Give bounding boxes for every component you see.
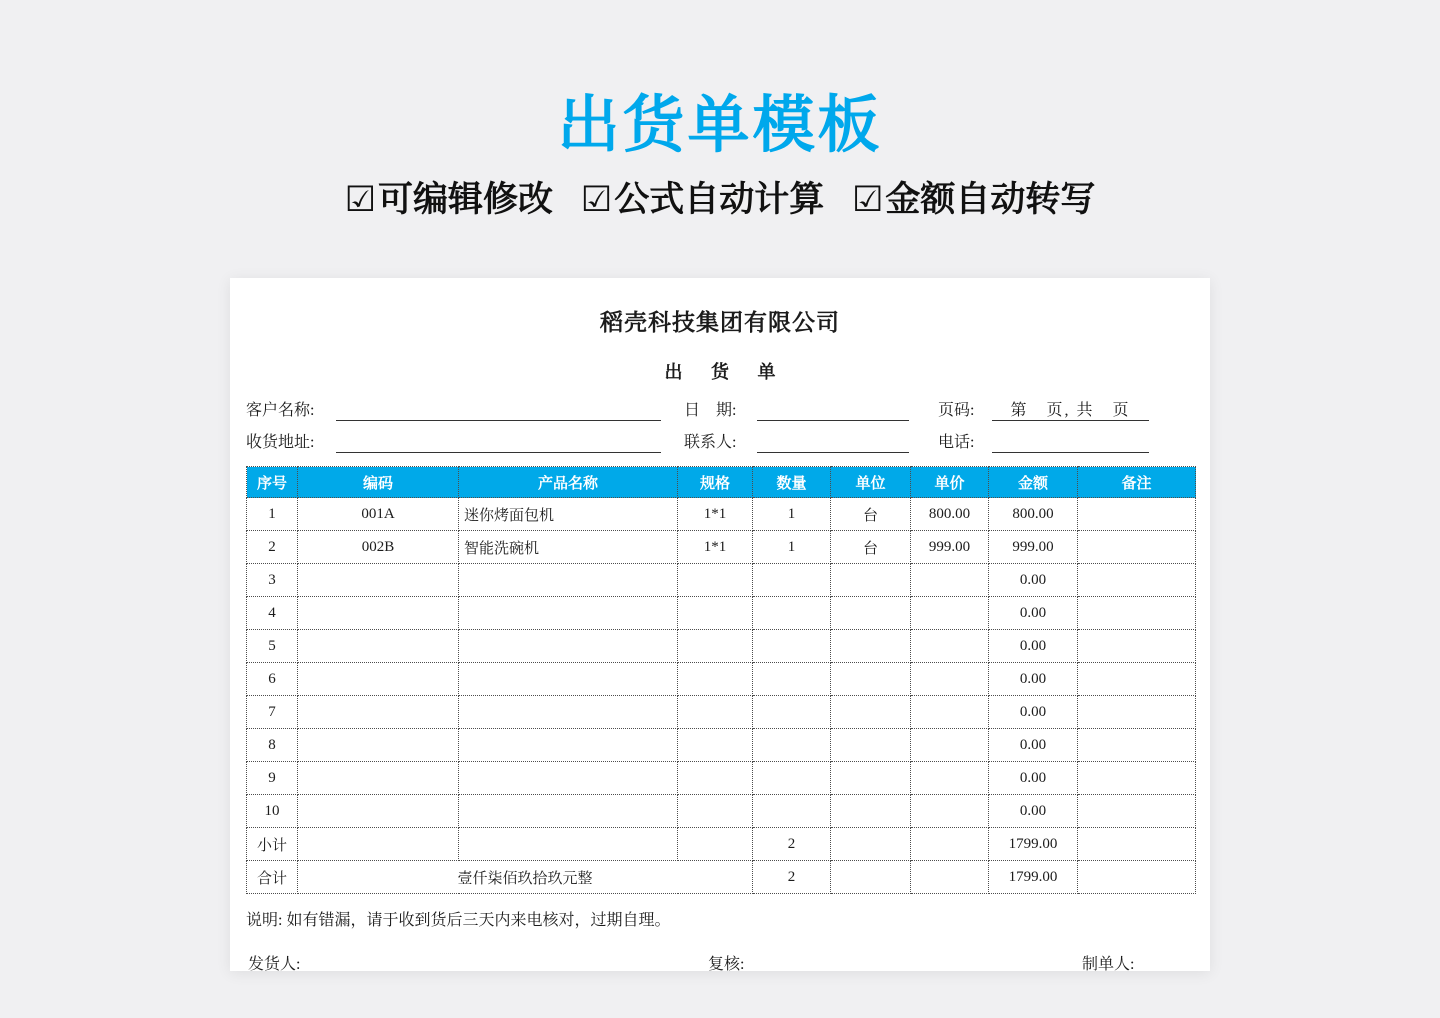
table-cell: 台 [831, 531, 911, 564]
table-cell [831, 564, 911, 597]
table-cell [298, 828, 459, 861]
table-cell: 3 [247, 564, 298, 597]
reviewer-label: 复核: [708, 956, 745, 974]
table-cell [298, 663, 459, 696]
fields-row-1 [246, 401, 1194, 421]
checkbox-checked-icon: ☑ [851, 180, 884, 220]
table-cell [753, 564, 831, 597]
table-cell [911, 564, 989, 597]
table-cell: 800.00 [989, 498, 1078, 531]
table-cell [298, 696, 459, 729]
subtotal-label: 小计 [247, 828, 298, 861]
table-cell [1078, 762, 1196, 795]
table-cell: 999.00 [911, 531, 989, 564]
table-cell: 0.00 [989, 663, 1078, 696]
table-cell [459, 729, 678, 762]
page-number-label: 页码: [938, 402, 975, 420]
table-cell: 9 [247, 762, 298, 795]
document-card [230, 278, 1210, 974]
table-cell: 5 [247, 630, 298, 663]
table-cell [678, 795, 753, 828]
shipper-label: 发货人: [248, 956, 301, 974]
table-cell [459, 597, 678, 630]
table-cell [678, 762, 753, 795]
table-cell: 002B [298, 531, 459, 564]
table-cell: 4 [247, 597, 298, 630]
page-number-field: 第 页, 共 页 [992, 401, 1149, 421]
table-cell [1078, 630, 1196, 663]
table-cell [911, 795, 989, 828]
col-header-qty: 数量 [753, 467, 831, 498]
table-cell [298, 564, 459, 597]
table-cell [753, 795, 831, 828]
feature-label: 金额自动转写 [885, 180, 1096, 220]
table-cell [678, 564, 753, 597]
table-cell [1078, 795, 1196, 828]
table-cell [911, 663, 989, 696]
page-subtitle [0, 172, 1440, 222]
table-cell [459, 564, 678, 597]
table-cell [911, 696, 989, 729]
table-cell: 800.00 [911, 498, 989, 531]
table-cell [753, 696, 831, 729]
table-row [247, 762, 1196, 795]
table-cell [753, 663, 831, 696]
table-cell: 0.00 [989, 795, 1078, 828]
table-cell [459, 696, 678, 729]
table-cell [1078, 828, 1196, 861]
table-cell [1078, 861, 1196, 894]
address-label: 收货地址: [246, 434, 315, 452]
table-cell [298, 630, 459, 663]
table-cell [298, 729, 459, 762]
table-cell: 2 [247, 531, 298, 564]
col-header-amount: 金额 [989, 467, 1078, 498]
table-cell: 0.00 [989, 762, 1078, 795]
feature-editable [345, 180, 553, 219]
table-cell [831, 828, 911, 861]
table-cell [1078, 597, 1196, 630]
table-cell [831, 762, 911, 795]
table-cell [298, 795, 459, 828]
table-cell [459, 762, 678, 795]
table-cell [1078, 498, 1196, 531]
phone-field [992, 433, 1149, 453]
feature-autoconvert [852, 180, 1095, 219]
table-cell [753, 729, 831, 762]
table-cell [678, 597, 753, 630]
table-row [247, 696, 1196, 729]
table-cell: 0.00 [989, 564, 1078, 597]
table-cell [753, 630, 831, 663]
table-cell: 台 [831, 498, 911, 531]
table-cell [459, 828, 678, 861]
shipping-items-table [246, 466, 1196, 894]
col-header-code: 编码 [298, 467, 459, 498]
table-row [247, 729, 1196, 762]
table-cell [459, 663, 678, 696]
feature-label: 公式自动计算 [614, 180, 825, 220]
table-cell [1078, 531, 1196, 564]
table-cell: 8 [247, 729, 298, 762]
table-cell [831, 663, 911, 696]
table-row [247, 795, 1196, 828]
table-cell [911, 828, 989, 861]
table-cell: 1 [753, 498, 831, 531]
col-header-price: 单价 [911, 467, 989, 498]
table-row [247, 564, 1196, 597]
form-title: 出 货 单 [664, 362, 788, 383]
table-cell [459, 795, 678, 828]
table-cell: 0.00 [989, 696, 1078, 729]
table-row [247, 663, 1196, 696]
col-header-spec: 规格 [678, 467, 753, 498]
table-row [247, 531, 1196, 564]
table-cell [911, 729, 989, 762]
table-cell: 6 [247, 663, 298, 696]
col-header-unit: 单位 [831, 467, 911, 498]
table-cell: 1 [247, 498, 298, 531]
table-cell [831, 861, 911, 894]
table-cell: 001A [298, 498, 459, 531]
table-cell [911, 861, 989, 894]
table-cell [298, 762, 459, 795]
table-cell: 7 [247, 696, 298, 729]
note-text: 说明: 如有错漏，请于收到货后三天内来电核对，过期自理。 [246, 912, 671, 930]
table-row [247, 630, 1196, 663]
table-cell: 0.00 [989, 597, 1078, 630]
table-cell [911, 597, 989, 630]
phone-label: 电话: [938, 434, 975, 452]
table-row [247, 498, 1196, 531]
feature-autocalc [581, 180, 824, 219]
subtotal-qty: 2 [753, 828, 831, 861]
table-cell [678, 696, 753, 729]
table-row [247, 597, 1196, 630]
total-label: 合计 [247, 861, 298, 894]
checkbox-checked-icon: ☑ [344, 180, 377, 220]
table-cell [678, 828, 753, 861]
contact-label: 联系人: [684, 434, 737, 452]
table-cell: 999.00 [989, 531, 1078, 564]
table-cell [678, 729, 753, 762]
table-cell [678, 663, 753, 696]
table-cell: 0.00 [989, 630, 1078, 663]
table-cell [459, 630, 678, 663]
date-label: 日 期: [684, 402, 737, 420]
table-cell [678, 630, 753, 663]
customer-name-field [336, 401, 661, 421]
table-cell [753, 597, 831, 630]
table-cell [831, 597, 911, 630]
preparer-label: 制单人: [1082, 956, 1135, 974]
table-header-row [247, 467, 1196, 498]
table-cell: 0.00 [989, 729, 1078, 762]
total-amount: 1799.00 [989, 861, 1078, 894]
checkbox-checked-icon: ☑ [580, 180, 613, 220]
table-cell [831, 630, 911, 663]
company-name: 稻壳科技集团有限公司 [600, 310, 840, 336]
table-cell: 10 [247, 795, 298, 828]
table-cell: 1*1 [678, 498, 753, 531]
contact-field [757, 433, 909, 453]
total-row [247, 861, 1196, 894]
fields-row-2 [246, 433, 1194, 453]
table-cell: 1 [753, 531, 831, 564]
feature-label: 可编辑修改 [378, 180, 554, 220]
subtotal-amount: 1799.00 [989, 828, 1078, 861]
subtotal-row [247, 828, 1196, 861]
table-cell [831, 729, 911, 762]
table-cell [1078, 729, 1196, 762]
table-cell [831, 696, 911, 729]
col-header-remark: 备注 [1078, 467, 1196, 498]
table-body [247, 498, 1196, 828]
customer-name-label: 客户名称: [246, 402, 315, 420]
col-header-product: 产品名称 [459, 467, 678, 498]
table-cell [831, 795, 911, 828]
page-title: 出货单模板 [557, 91, 883, 160]
table-cell [911, 762, 989, 795]
table-cell [911, 630, 989, 663]
table-cell [298, 597, 459, 630]
table-cell: 迷你烤面包机 [459, 498, 678, 531]
table-cell: 智能洗碗机 [459, 531, 678, 564]
total-amount-in-words: 壹仟柒佰玖拾玖元整 [298, 861, 753, 894]
total-qty: 2 [753, 861, 831, 894]
date-field [757, 401, 909, 421]
address-field [336, 433, 661, 453]
table-cell: 1*1 [678, 531, 753, 564]
col-header-index: 序号 [247, 467, 298, 498]
table-cell [1078, 663, 1196, 696]
table-cell [1078, 696, 1196, 729]
table-cell [1078, 564, 1196, 597]
table-cell [753, 762, 831, 795]
signature-row [246, 951, 1194, 973]
